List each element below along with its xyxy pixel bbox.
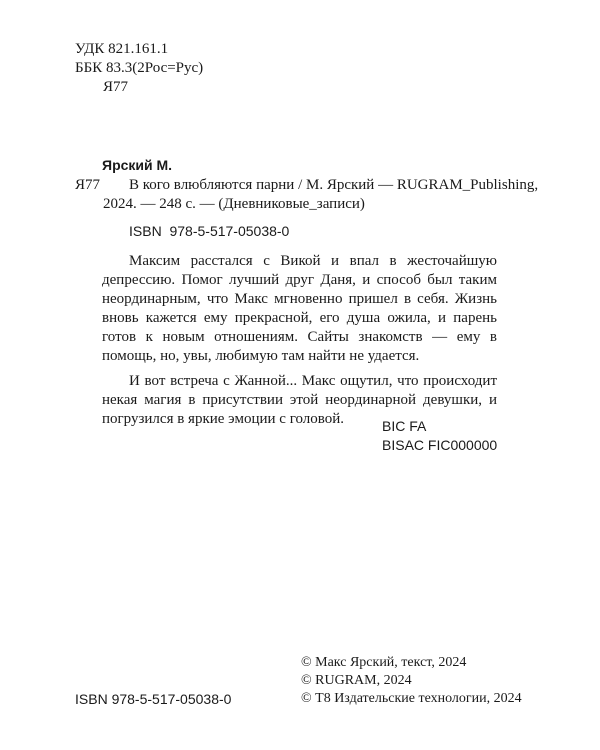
- catalog-isbn: [129, 222, 289, 240]
- copyright-line-publisher: © RUGRAM, 2024: [301, 673, 412, 688]
- catalog-description-line-2: 2024. — 248 с. — (Дневниковые_записи): [103, 196, 365, 212]
- footer-isbn: ISBN 978-5-517-05038-0: [75, 691, 232, 707]
- annotation-paragraph-1: Максим расстался с Викой и впал в жесточайшую депрессию. Помог лучший друг Даня, и способ был таким неординарным, что Макс мгновенно пришел в себя. Жизнь вновь кажется ему прекрасной, его душа ожила, и парень готов к новым отношениям. Сайты знакомств — ему в помощь, но, увы, любимую там найти не удается.: [102, 253, 497, 364]
- annotation: [102, 252, 497, 435]
- bisac-code: BISAC FIC000000: [382, 437, 498, 453]
- catalog-description-line-1: В кого влюбляются парни / М. Ярский — RUGRAM_Publishing,: [129, 177, 539, 193]
- copyright-block: [301, 654, 522, 708]
- copyright-line-t8: © Т8 Издательские технологии, 2024: [301, 691, 522, 706]
- catalog-author-code: Я77: [75, 177, 101, 193]
- bic-code: BIC FA: [382, 418, 427, 434]
- bbk-code: ББК 83.3(2Рос=Рус): [75, 60, 204, 76]
- isbn-number: 978-5-517-05038-0: [169, 223, 290, 239]
- catalog-author: Ярский М.: [102, 157, 173, 173]
- annotation-paragraph-2: И вот встреча с Жанной... Макс ощутил, что происходит некая магия в присутствии этой неординарной девушки, и погрузился в яркие эмоции с головой.: [102, 373, 497, 427]
- isbn-label: ISBN: [129, 223, 162, 239]
- copyright-line-author: © Макс Ярский, текст, 2024: [301, 655, 467, 670]
- author-code-top: Я77: [103, 79, 129, 95]
- udk-code: УДК 821.161.1: [75, 41, 169, 57]
